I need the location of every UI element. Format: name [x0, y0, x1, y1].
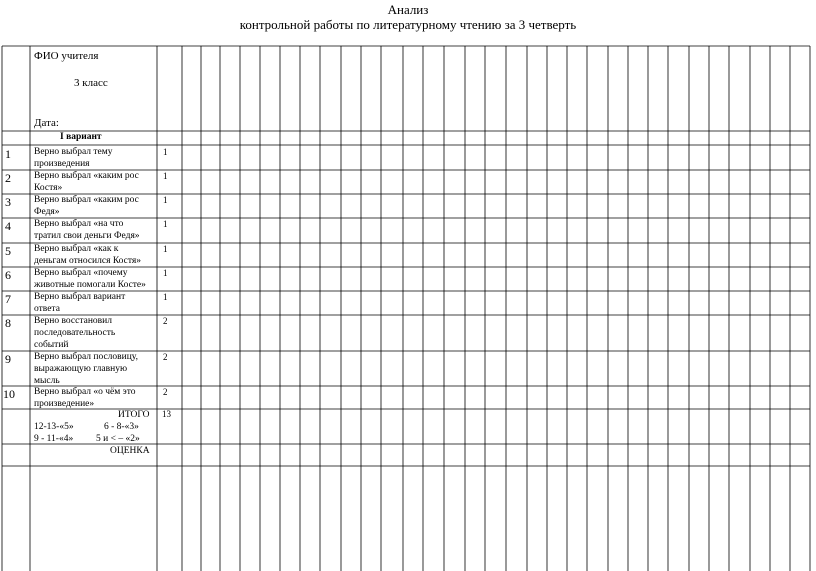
- task-description: событий: [34, 340, 69, 350]
- task-number: 3: [5, 195, 11, 209]
- task-description: Костя»: [34, 183, 63, 193]
- task-points: 1: [163, 147, 168, 157]
- task-number: 8: [5, 316, 11, 330]
- grade-label: ОЦЕНКА: [110, 446, 150, 456]
- task-description: деньгам относился Костя»: [34, 256, 142, 266]
- task-points: 1: [163, 292, 168, 302]
- task-description: Верно выбрал «каким рос: [34, 171, 139, 181]
- date-label: Дата:: [34, 117, 59, 129]
- task-number: 10: [3, 387, 15, 401]
- grade-scale-5: 12-13-«5»: [34, 422, 74, 432]
- task-points: 1: [163, 244, 168, 254]
- task-number: 4: [5, 219, 11, 233]
- task-description: Верно выбрал «на что: [34, 219, 124, 229]
- class-label: 3 класс: [74, 77, 108, 89]
- task-points: 2: [163, 387, 168, 397]
- task-description: произведения: [34, 159, 90, 169]
- task-description: Верно выбрал «почему: [34, 268, 128, 278]
- task-description: ответа: [34, 304, 60, 314]
- total-label: ИТОГО: [118, 410, 150, 420]
- grade-scale-3: 6 - 8-«3»: [104, 422, 139, 432]
- doc-title: Анализ: [387, 2, 429, 17]
- task-description: Верно выбрал «как к: [34, 244, 119, 254]
- task-number: 1: [5, 147, 11, 161]
- task-description: Верно восстановил: [34, 316, 112, 326]
- task-description: Верно выбрал «о чём это: [34, 387, 136, 397]
- task-number: 7: [5, 292, 11, 306]
- task-number: 2: [5, 171, 11, 185]
- teacher-name-label: ФИО учителя: [34, 50, 99, 62]
- task-description: Верно выбрал «каким рос: [34, 195, 139, 205]
- task-description: мысль: [34, 376, 60, 386]
- task-points: 1: [163, 195, 168, 205]
- task-description: Верно выбрал тему: [34, 147, 113, 157]
- task-points: 2: [163, 352, 168, 362]
- task-description: тратил свои деньги Федя»: [34, 231, 140, 241]
- task-points: 1: [163, 268, 168, 278]
- task-description: Верно выбрал пословицу,: [34, 352, 138, 362]
- task-description: Федя»: [34, 207, 60, 217]
- task-description: последовательность: [34, 328, 116, 338]
- task-number: 6: [5, 268, 11, 282]
- grade-scale-4: 9 - 11-«4»: [34, 434, 74, 444]
- task-points: 1: [163, 219, 168, 229]
- task-points: 2: [163, 316, 168, 326]
- task-number: 5: [5, 244, 11, 258]
- grade-scale-2: 5 и < – «2»: [96, 434, 140, 444]
- doc-subtitle: контрольной работы по литературному чтению за 3 четверть: [239, 17, 577, 32]
- task-description: животные помогали Косте»: [34, 280, 146, 290]
- variant-label: I вариант: [60, 132, 102, 142]
- task-description: произведение»: [34, 399, 95, 409]
- task-description: Верно выбрал вариант: [34, 292, 126, 302]
- task-number: 9: [5, 352, 11, 366]
- task-description: выражающую главную: [34, 364, 128, 374]
- task-points: 1: [163, 171, 168, 181]
- total-points: 13: [162, 409, 171, 419]
